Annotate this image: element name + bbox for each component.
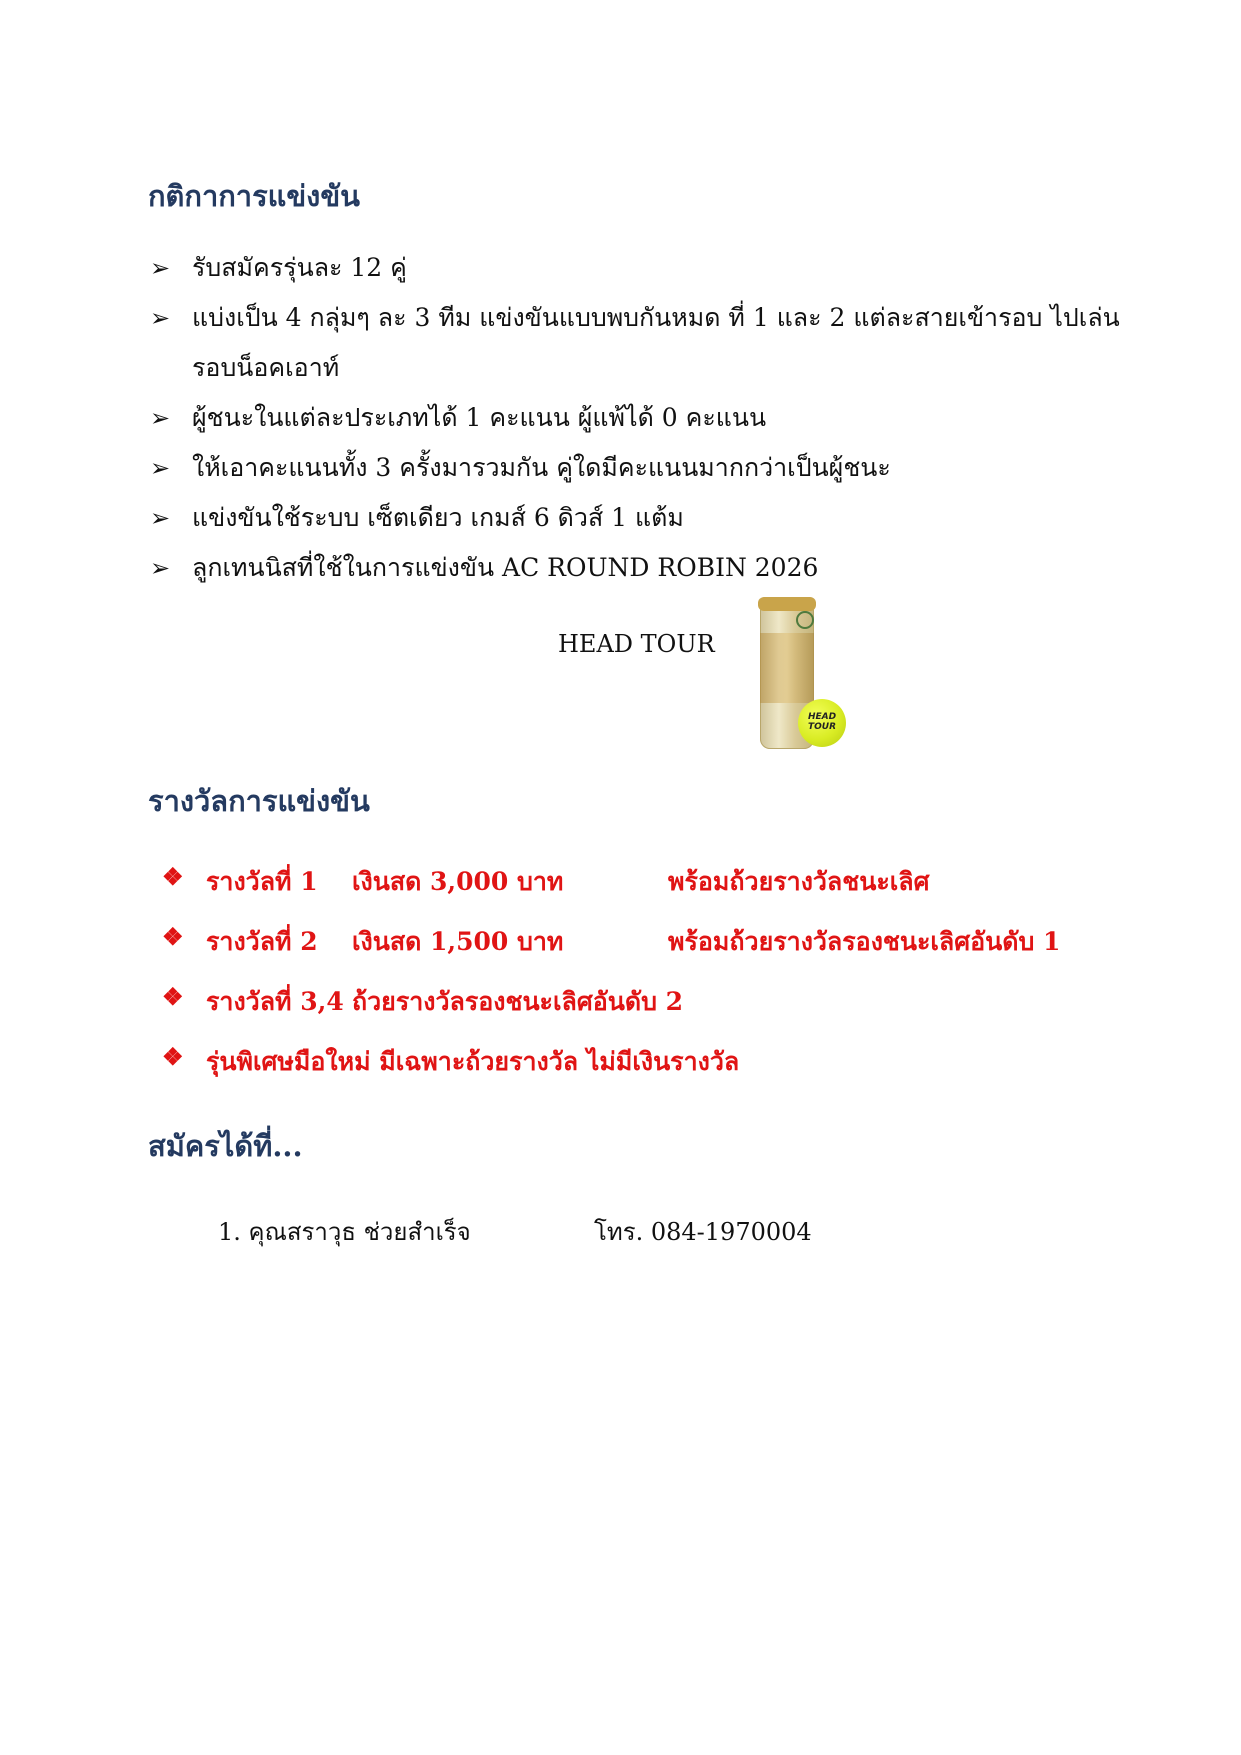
ball-model: TOUR — [807, 722, 837, 732]
rule-item — [150, 493, 1110, 543]
rule-text: รับสมัครรุ่นละ 12 คู่ — [192, 253, 407, 282]
diamond-bullet-icon: ❖ — [162, 862, 184, 891]
arrowhead-bullet-icon: ➢ — [150, 304, 171, 332]
arrowhead-bullet-icon: ➢ — [150, 454, 171, 482]
rule-text: ลูกเทนนิสที่ใช้ในการแข่งขัน AC ROUND ROBIN 2026 — [192, 553, 819, 582]
prize-label: รางวัลที่ 3,4 — [206, 987, 344, 1016]
prize-item — [162, 862, 1062, 902]
tennis-ball-icon — [798, 699, 846, 747]
prize-item — [162, 982, 1062, 1022]
prize-trophy: พร้อมถ้วยรางวัลรองชนะเลิศอันดับ 1 — [668, 927, 1061, 956]
arrowhead-bullet-icon: ➢ — [150, 404, 171, 432]
can-cap — [758, 597, 816, 611]
tennis-ball-can-image — [756, 597, 852, 755]
rule-item — [150, 243, 1110, 293]
register-heading: สมัครได้ที่... — [148, 1129, 303, 1163]
prize-label: รางวัลที่ 2 — [206, 927, 318, 956]
diamond-bullet-icon: ❖ — [162, 922, 184, 951]
contact-phone: โทร. 084-1970004 — [594, 1218, 812, 1246]
prize-trophy: พร้อมถ้วยรางวัลชนะเลิศ — [668, 867, 930, 896]
ball-brand: HEAD — [807, 712, 837, 722]
contact-name: 1. คุณสราวุธ ช่วยสำเร็จ — [218, 1218, 471, 1246]
can-label-band — [760, 633, 814, 703]
rule-item — [150, 293, 1120, 393]
prize-cash: เงินสด 1,500 บาท — [352, 927, 564, 956]
prize-label: รางวัลที่ 1 — [206, 867, 318, 896]
prize-label: รุ่นพิเศษมือใหม่ มีเฉพาะถ้วยรางวัล ไม่มีเงินรางวัล — [206, 1047, 740, 1076]
ball-logo — [798, 712, 846, 732]
rule-text: แข่งขันใช้ระบบ เซ็ตเดียว เกมส์ 6 ดิวส์ 1 แต้ม — [192, 503, 684, 532]
rule-text-continued: รอบน็อคเอาท์ — [192, 353, 340, 382]
ball-caption: HEAD TOUR — [558, 630, 715, 658]
diamond-bullet-icon: ❖ — [162, 982, 184, 1011]
arrowhead-bullet-icon: ➢ — [150, 504, 171, 532]
arrowhead-bullet-icon: ➢ — [150, 254, 171, 282]
diamond-bullet-icon: ❖ — [162, 1042, 184, 1071]
rules-heading: กติกาการแข่งขัน — [148, 179, 360, 213]
prize-item — [162, 1042, 1062, 1082]
rule-text: ผู้ชนะในแต่ละประเภทได้ 1 คะแนน ผู้แพ้ได้ 0 คะแนน — [192, 403, 767, 432]
can-logo-icon — [796, 611, 814, 629]
rule-text: แบ่งเป็น 4 กลุ่มๆ ละ 3 ทีม แข่งขันแบบพบกันหมด ที่ 1 และ 2 แต่ละสายเข้ารอบ ไปเล่น — [192, 303, 1120, 332]
rule-item — [150, 543, 1110, 593]
arrowhead-bullet-icon: ➢ — [150, 554, 171, 582]
rule-item — [150, 443, 1110, 493]
prize-cash: เงินสด 3,000 บาท — [352, 867, 564, 896]
rule-item — [150, 393, 1110, 443]
prizes-heading: รางวัลการแข่งขัน — [148, 784, 370, 818]
rule-text: ให้เอาคะแนนทั้ง 3 ครั้งมารวมกัน คู่ใดมีคะแนนมากกว่าเป็นผู้ชนะ — [192, 453, 891, 482]
prize-item — [162, 922, 1062, 962]
prize-trophy: ถ้วยรางวัลรองชนะเลิศอันดับ 2 — [352, 987, 684, 1016]
